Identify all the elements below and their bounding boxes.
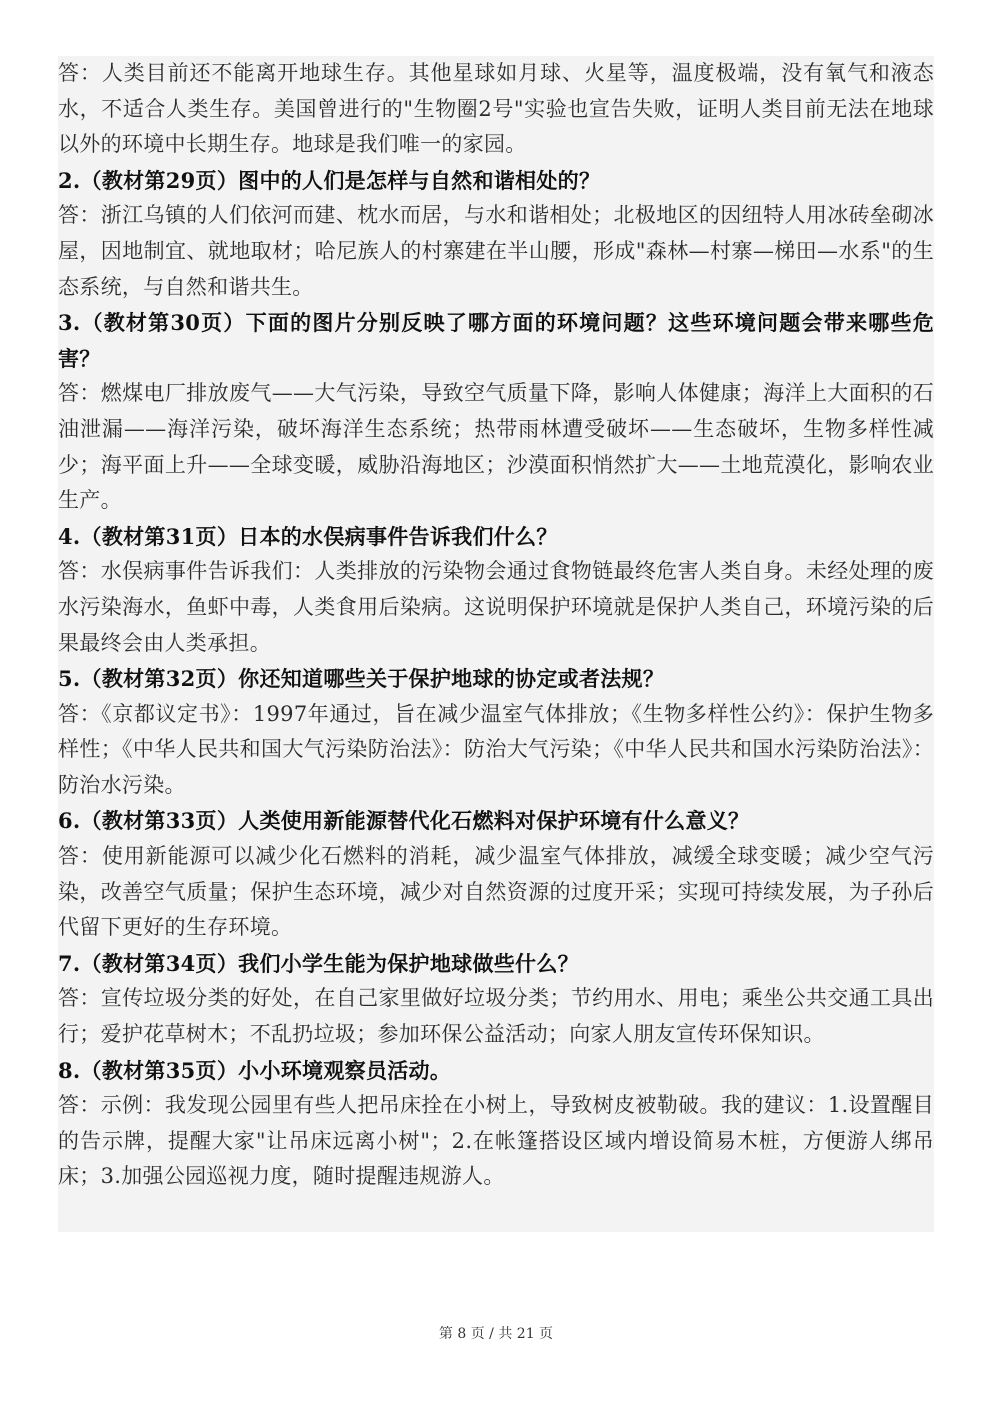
answer-7: 答：宣传垃圾分类的好处，在自己家里做好垃圾分类；节约用水、用电；乘坐公共交通工具出行；爱护花草树木；不乱扔垃圾；参加环保公益活动；向家人朋友宣传环保知识。 xyxy=(58,986,934,1047)
answer-5: 答：《京都议定书》：1997年通过，旨在减少温室气体排放；《生物多样性公约》：保护生物多样性；《中华人民共和国大气污染防治法》：防治大气污染；《中华人民共和国水污染防治法》：防治水污染。 xyxy=(58,701,934,797)
question-5: 5.（教材第32页）你还知道哪些关于保护地球的协定或者法规？ xyxy=(58,666,665,692)
document-content xyxy=(58,56,934,1232)
answer-2: 答：浙江乌镇的人们依河而建、枕水而居，与水和谐相处；北极地区的因纽特人用冰砖垒砌冰屋，因地制宜、就地取材；哈尼族人的村寨建在半山腰，形成"森林—村寨—梯田—水系"的生态系统，与自然和谐共生。 xyxy=(58,203,934,299)
question-6: 6.（教材第33页）人类使用新能源替代化石燃料对保护环境有什么意义？ xyxy=(58,808,750,834)
page-number: 第 8 页 / 共 21 页 xyxy=(438,1326,554,1342)
answer-8: 答：示例：我发现公园里有些人把吊床拴在小树上，导致树皮被勒破。我的建议：1.设置醒目的告示牌，提醒大家"让吊床远离小树"；2.在帐篷搭设区域内增设简易木桩，方便游人绑吊床；3.加强公园巡视力度，随时提醒违规游人。 xyxy=(58,1093,934,1189)
answer-4: 答：水俣病事件告诉我们：人类排放的污染物会通过食物链最终危害人类自身。未经处理的废水污染海水，鱼虾中毒，人类食用后染病。这说明保护环境就是保护人类自己，环境污染的后果最终会由人类承担。 xyxy=(58,559,934,655)
question-8: 8.（教材第35页）小小环境观察员活动。 xyxy=(58,1057,452,1083)
question-7: 7.（教材第34页）我们小学生能为保护地球做些什么？ xyxy=(58,950,579,976)
question-3: 3.（教材第30页）下面的图片分别反映了哪方面的环境问题？这些环境问题会带来哪些危害？ xyxy=(58,310,934,371)
question-4: 4.（教材第31页）日本的水俣病事件告诉我们什么？ xyxy=(58,523,558,549)
answer-6: 答：使用新能源可以减少化石燃料的消耗，减少温室气体排放，减缓全球变暖；减少空气污染，改善空气质量；保护生态环境，减少对自然资源的过度开采；实现可持续发展，为子孙后代留下更好的生存环境。 xyxy=(58,844,934,940)
answer-1: 答：人类目前还不能离开地球生存。其他星球如月球、火星等，温度极端，没有氧气和液态水，不适合人类生存。美国曾进行的"生物圈2号"实验也宣告失败，证明人类目前无法在地球以外的环境中长期生存。地球是我们唯一的家园。 xyxy=(58,61,934,157)
question-2: 2.（教材第29页）图中的人们是怎样与自然和谐相处的？ xyxy=(58,167,601,193)
answer-3: 答：燃煤电厂排放废气——大气污染，导致空气质量下降，影响人体健康；海洋上大面积的石油泄漏——海洋污染，破坏海洋生态系统；热带雨林遭受破坏——生态破坏，生物多样性减少；海平面上升——全球变暖，威胁沿海地区；沙漠面积悄然扩大——土地荒漠化，影响农业生产。 xyxy=(58,381,934,513)
